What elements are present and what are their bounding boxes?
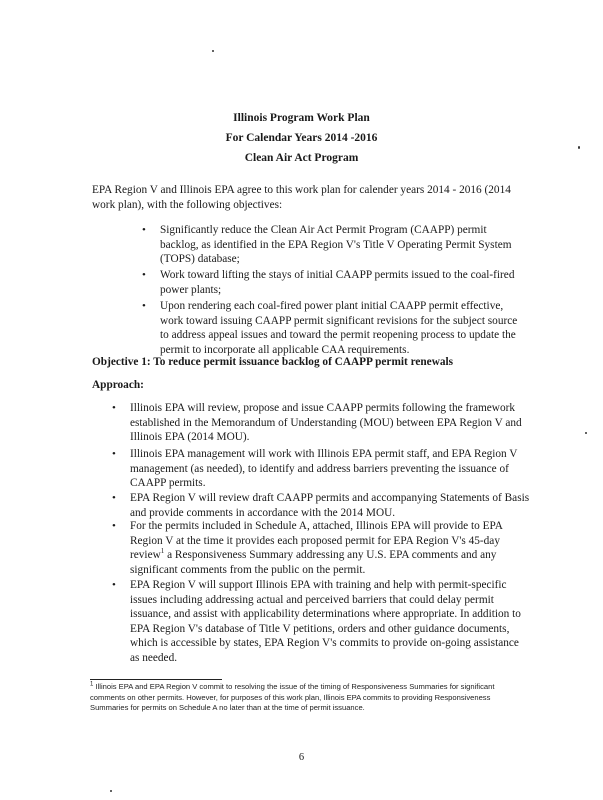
approach-text: EPA Region V will support Illinois EPA with training and help with permit-specific issues including addressing actual and perceived barriers that could delay permit issuance, and assist with applicability determinations where appropriate. In addition to EPA Region V's database of Title V petitions, orders and other guidance documents, which is accessible by states, EPA Region V's commits to provide on-going assistance as needed. bbox=[130, 579, 521, 664]
approach-text: Illinois EPA management will work with Illinois EPA permit staff, and EPA Region V management (as needed), to identify and address barriers preventing the issuance of CAAPP permits. bbox=[130, 448, 518, 489]
approach-text: Illinois EPA will review, propose and issue CAAPP permits following the framework established in the Memorandum of Understanding (MOU) between EPA Region V and Illinois EPA (2014 MOU). bbox=[130, 402, 522, 443]
approach-item bbox=[112, 491, 530, 520]
scan-speck bbox=[578, 146, 580, 149]
footnote-mark: 1 bbox=[90, 681, 94, 688]
objective-item bbox=[142, 268, 522, 297]
objective-text: Work toward lifting the stays of initial CAAPP permits issued to the coal-fired power plants; bbox=[160, 269, 515, 296]
approach-text: EPA Region V will review draft CAAPP permits and accompanying Statements of Basis and provide comments in accordance with the 2014 MOU. bbox=[130, 492, 530, 519]
bullet-icon: • bbox=[112, 579, 116, 591]
page-number: 6 bbox=[298, 752, 305, 763]
bullet-icon: • bbox=[112, 448, 116, 460]
scan-speck bbox=[585, 432, 587, 434]
objective-text: Upon rendering each coal-fired power plant initial CAAPP permit effective, work toward issuing CAAPP permit significant revisions for the subject source to address appeal issues and toward the permit reopening process to update the permit to incorporate all applicable CAA requirements. bbox=[160, 300, 518, 356]
approach-item bbox=[112, 578, 530, 665]
approach-item bbox=[112, 519, 530, 577]
footnote-divider bbox=[90, 679, 222, 680]
objective-1-heading: Objective 1: To reduce permit issuance backlog of CAAPP permit renewals bbox=[92, 356, 454, 368]
scan-speck bbox=[110, 790, 112, 792]
footnote-reference: 1 bbox=[160, 547, 165, 556]
bullet-icon: • bbox=[142, 224, 146, 236]
document-subtitle: For Calendar Years 2014 -2016 bbox=[225, 132, 378, 144]
objective-item bbox=[142, 223, 522, 267]
footnote-text: Illinois EPA and EPA Region V commit to resolving the issue of the timing of Responsiveness Summaries for significant comments on other permits. However, for purposes of this work plan, Illinois EPA commits to providing Responsiveness Summaries for permits on Schedule A no later than at the time of permit issuance. bbox=[90, 682, 495, 712]
footnote bbox=[90, 682, 530, 714]
bullet-icon: • bbox=[142, 300, 146, 312]
approach-text-part: For the permits included in Schedule A, attached, Illinois EPA will provide to EPA Region V at the time it provides each proposed permit for EPA Region V's 45-day review bbox=[130, 520, 503, 561]
intro-paragraph: EPA Region V and Illinois EPA agree to this work plan for calender years 2014 - 2016 (2014 work plan), with the following objectives: bbox=[92, 184, 511, 211]
objective-item bbox=[142, 299, 522, 357]
document-title: Illinois Program Work Plan bbox=[233, 112, 370, 124]
approach-item bbox=[112, 447, 530, 491]
bullet-icon: • bbox=[112, 492, 116, 504]
bullet-icon: • bbox=[112, 402, 116, 414]
approach-text-part: a Responsiveness Summary addressing any U.S. EPA comments and any significant comments from the public on the permit. bbox=[130, 549, 497, 576]
bullet-icon: • bbox=[142, 269, 146, 281]
approach-heading: Approach: bbox=[92, 379, 144, 391]
approach-item bbox=[112, 401, 530, 445]
program-heading: Clean Air Act Program bbox=[244, 152, 359, 164]
approach-text bbox=[130, 519, 530, 577]
scan-speck bbox=[212, 50, 214, 52]
bullet-icon: • bbox=[112, 520, 116, 532]
objective-text: Significantly reduce the Clean Air Act Permit Program (CAAPP) permit backlog, as identified in the EPA Region V's Title V Operating Permit System (TOPS) database; bbox=[160, 224, 512, 265]
